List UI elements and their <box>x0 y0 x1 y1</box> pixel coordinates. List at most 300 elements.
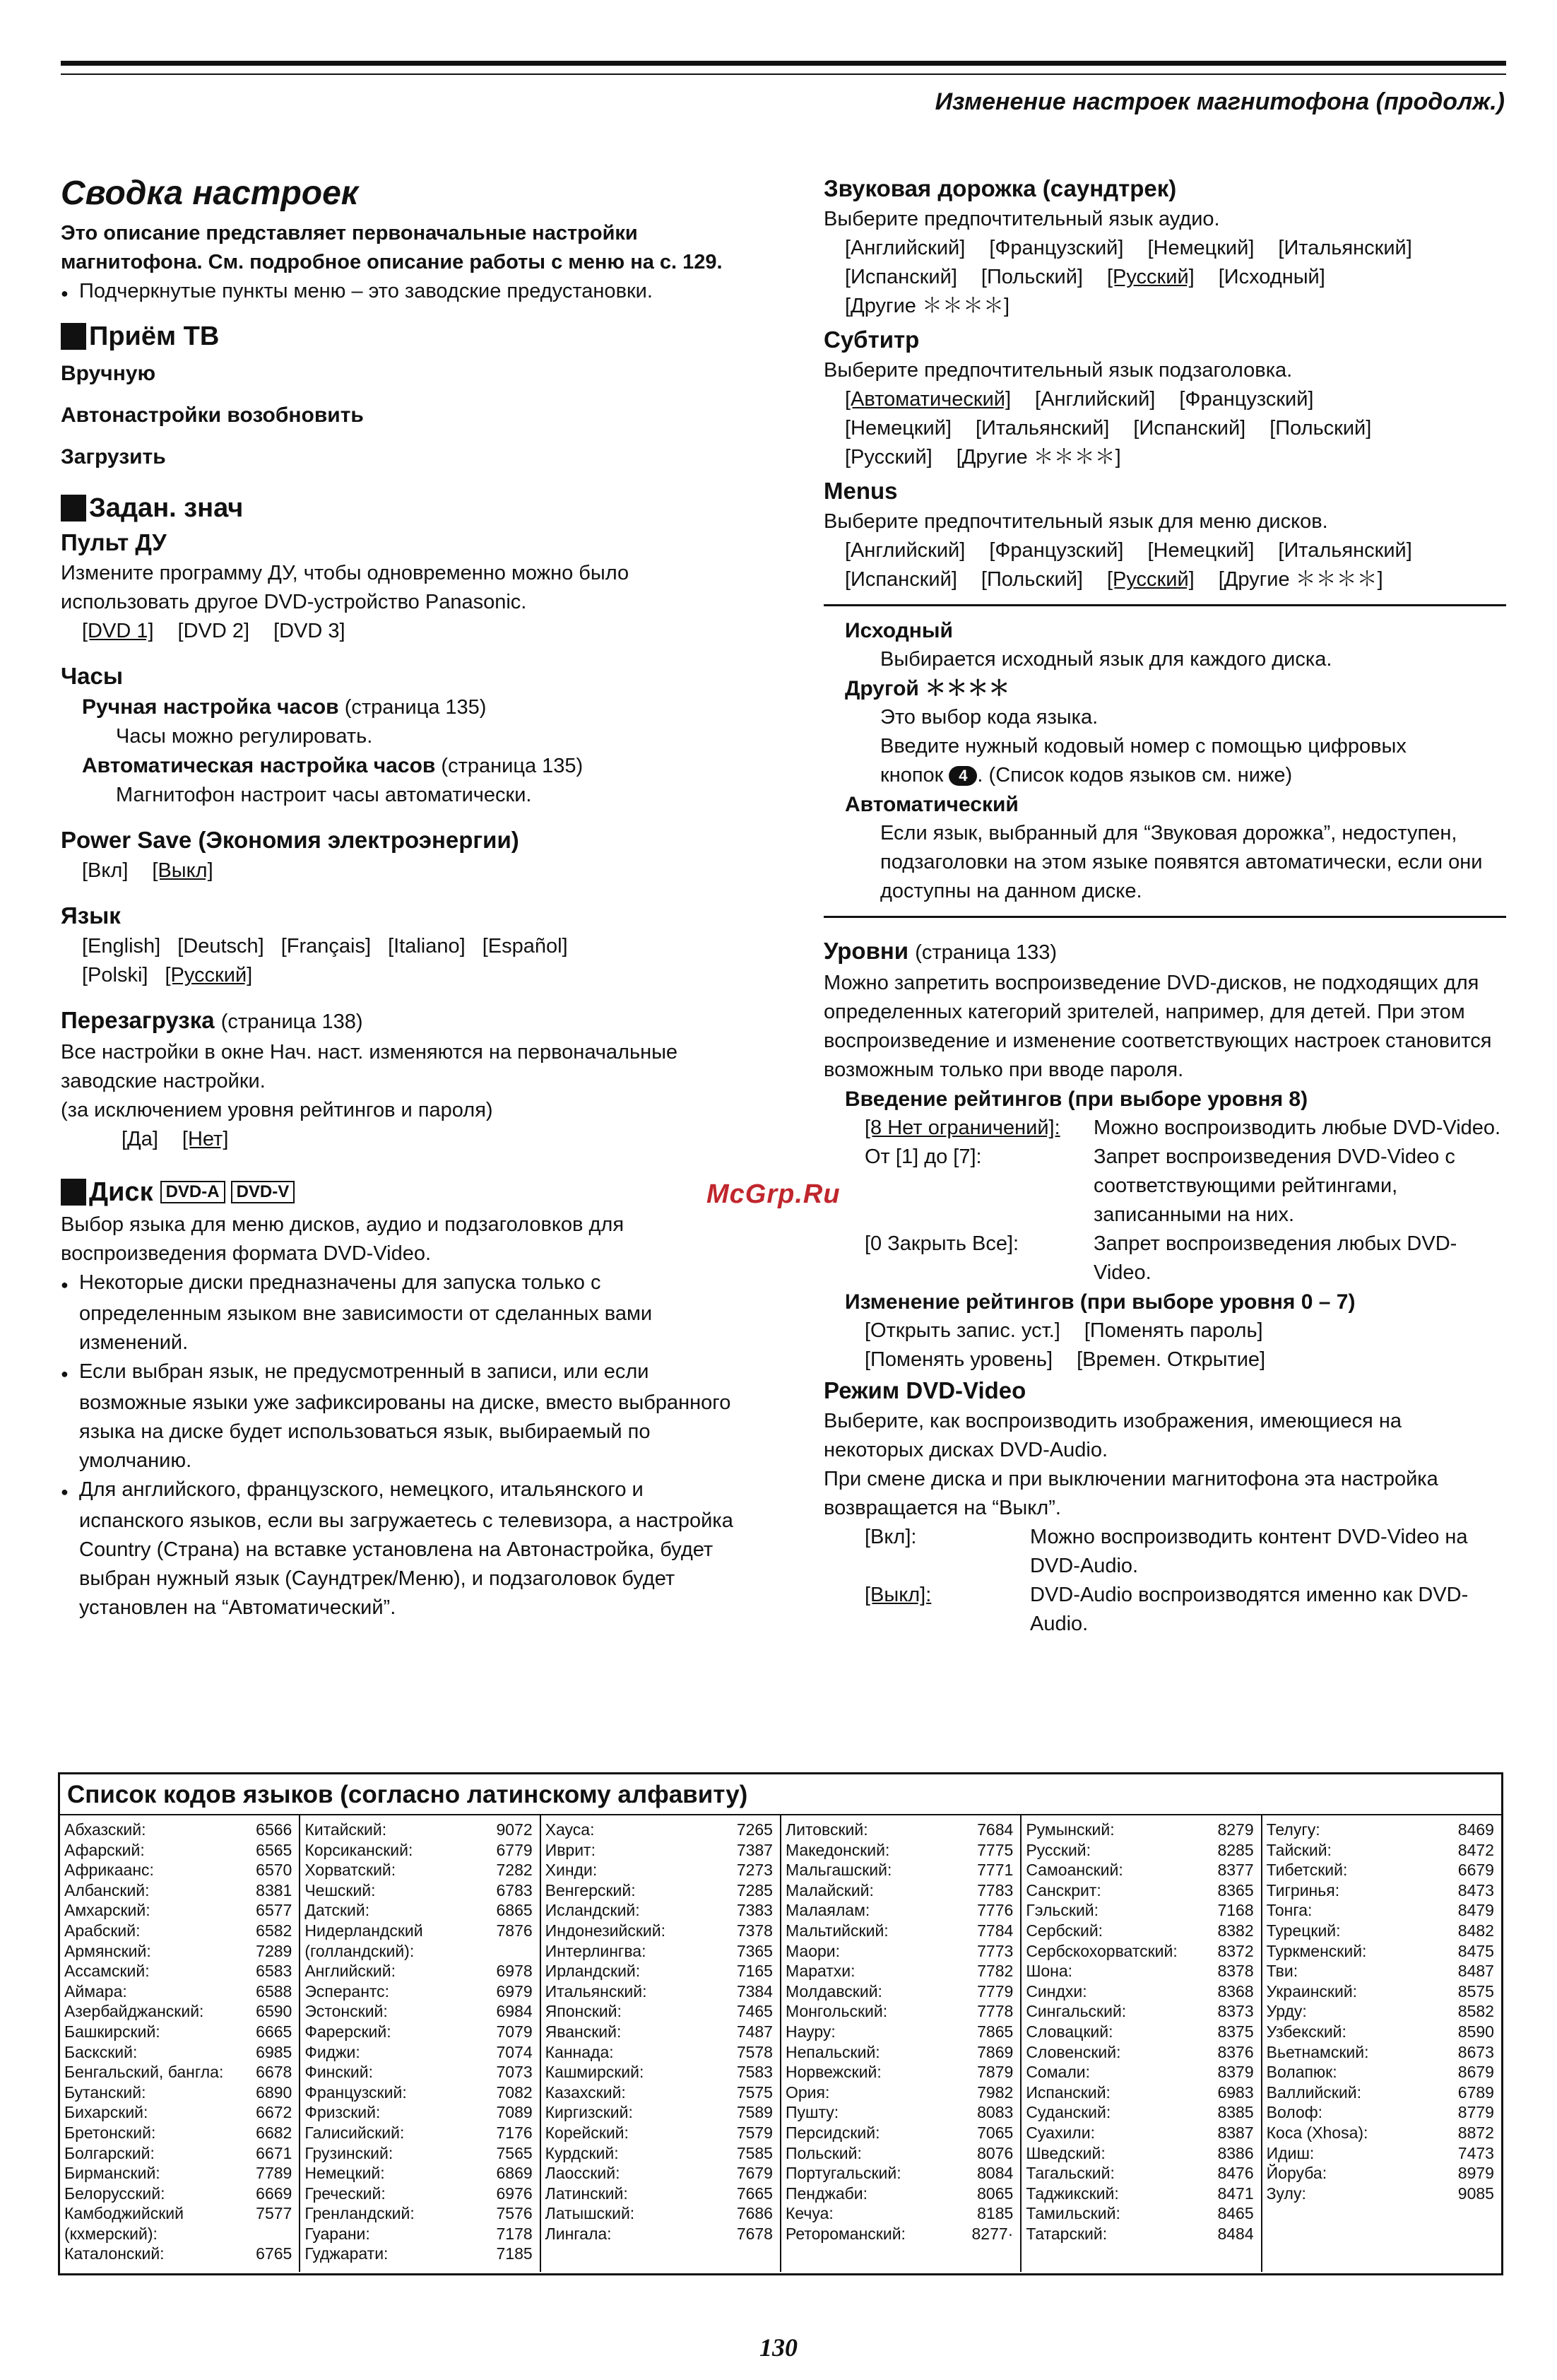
language-name: Суданский: <box>1026 2103 1111 2122</box>
language-code: 6789 <box>1457 2082 1494 2102</box>
note-auto-label: Автоматический <box>845 793 1019 816</box>
language-code: 7387 <box>736 1840 773 1859</box>
watermark: McGrp.Ru <box>706 1179 841 1209</box>
soundtrack-row3 <box>824 292 1506 321</box>
language-code: 8479 <box>1457 1901 1494 1920</box>
language-code-row <box>545 1860 773 1880</box>
language-code-row <box>786 2022 1013 2042</box>
language-code-row <box>1267 1941 1494 1962</box>
language-code-row <box>786 1961 1013 1981</box>
language-code: 7585 <box>736 2143 773 2162</box>
soundtrack-option: [Исходный] <box>1218 266 1325 288</box>
language-code: 6865 <box>496 1901 533 1920</box>
language-code-row <box>64 2042 292 2063</box>
note-original-label: Исходный <box>845 619 953 642</box>
note-other-label: Другой ＊＊＊＊ <box>845 677 1010 700</box>
language-name: Самоанский: <box>1026 1861 1123 1880</box>
reset-heading <box>61 1004 739 1038</box>
subtitle-row3 <box>824 443 1506 472</box>
section-tv <box>61 318 739 355</box>
subtitle-option: [Французский] <box>1179 388 1314 411</box>
language-codes-title: Список кодов языков (согласно латинскому алфавиту) <box>60 1774 1501 1815</box>
language-code-row <box>1026 2001 1253 2022</box>
language-code-row <box>786 2203 1013 2224</box>
language-code: 8979 <box>1457 2164 1494 2183</box>
subtitle-option: [Итальянский] <box>975 417 1110 440</box>
language-code-row <box>64 1860 292 1880</box>
language-code: 8377 <box>1217 1861 1254 1880</box>
language-code-row <box>64 2203 292 2244</box>
language-code: 8590 <box>1457 2022 1494 2041</box>
language-code: 7686 <box>736 2204 773 2223</box>
language-name: Курдский: <box>545 2143 619 2162</box>
language-code-row <box>786 1921 1013 1941</box>
language-codes-table <box>58 1772 1503 2275</box>
language-name: Нидерландский (голландский): <box>304 1921 423 1960</box>
language-name: Гуджарати: <box>304 2244 389 2263</box>
menus-option: [Русский] <box>1106 568 1195 591</box>
note-other-desc2: Введите нужный кодовый номер с помощью цифровых <box>880 735 1407 758</box>
language-code-row <box>1026 2082 1253 2103</box>
header-rule-thick <box>61 61 1506 66</box>
language-name: Туркменский: <box>1266 1941 1367 1960</box>
language-name: Киргизский: <box>545 2103 633 2122</box>
levels-change-option: [Времен. Открытие] <box>1077 1348 1266 1371</box>
levels-page: (страница 133) <box>915 941 1058 964</box>
language-code-row <box>64 1961 292 1981</box>
language-code-row <box>545 2224 773 2244</box>
language-code-row <box>304 2143 532 2164</box>
summary-note: ● Подчеркнутые пункты меню – это заводские предустановки. <box>61 277 739 308</box>
language-code-row <box>1026 2102 1253 2123</box>
language-code-row <box>1267 2143 1494 2164</box>
language-code-row <box>786 1820 1013 1840</box>
language-code-row <box>1026 1880 1253 1901</box>
language-code: 8277· <box>971 2224 1014 2243</box>
language-code: 9072 <box>496 1820 533 1839</box>
soundtrack-option: [Немецкий] <box>1147 237 1255 259</box>
language-name: Каталонский: <box>64 2244 165 2263</box>
language-code: 7679 <box>736 2164 773 2183</box>
language-name: Пушту: <box>785 2103 839 2122</box>
language-code: 7074 <box>496 2042 533 2061</box>
language-code: 8582 <box>1457 2002 1494 2021</box>
reset-page: (страница 138) <box>220 1011 363 1033</box>
dvd-mode-row-key: [Выкл]: <box>865 1584 932 1606</box>
clock-manual <box>61 693 739 722</box>
language-name: Сомали: <box>1026 2063 1090 2082</box>
language-name: Яванский: <box>545 2022 622 2041</box>
levels-row <box>824 1143 1506 1230</box>
language-name: Камбоджийский (кхмерский): <box>64 2204 184 2243</box>
language-code: 8084 <box>977 2164 1014 2183</box>
language-name: Волапюк: <box>1266 2063 1337 2082</box>
language-code: 8285 <box>1217 1840 1254 1859</box>
language-name: Телугу: <box>1266 1820 1320 1839</box>
note-original-desc: Выбирается исходный язык для каждого диска. <box>880 648 1332 671</box>
language-code: 6869 <box>496 2164 533 2183</box>
language-title: Язык <box>61 902 121 929</box>
language-name: Галисийский: <box>304 2123 405 2142</box>
language-code: 8469 <box>1457 1820 1494 1839</box>
language-name: Непальский: <box>785 2042 880 2061</box>
clock-manual-label: Ручная настройка часов <box>82 695 339 719</box>
language-code: 8482 <box>1457 1921 1494 1940</box>
levels-title: Уровни <box>824 938 909 964</box>
language-name: Китайский: <box>304 1820 387 1839</box>
language-name: Французский: <box>304 2082 407 2102</box>
tv-item-download: Загрузить <box>61 445 166 469</box>
menus-option: [Английский] <box>845 539 966 562</box>
language-code-row <box>545 2143 773 2164</box>
levels-row-key: От [1] до [7]: <box>865 1145 982 1168</box>
note-auto-desc: Если язык, выбранный для “Звуковая дорожка”, недоступен, подзаголовки на этом языке появятся автоматически, если они доступны на данном диске. <box>880 822 1483 902</box>
remote-option: [DVD 2] <box>177 620 250 642</box>
levels-row <box>824 1114 1506 1143</box>
language-code: 7473 <box>1457 2143 1494 2162</box>
language-codes-column <box>300 1815 540 2272</box>
language-code-row <box>786 1840 1013 1861</box>
language-code-row <box>1026 2022 1253 2042</box>
reset-desc2: (за исключением уровня рейтингов и пароля) <box>61 1099 493 1121</box>
language-code: 7789 <box>256 2164 292 2183</box>
language-code-row <box>1267 1840 1494 1861</box>
language-name: Гэльский: <box>1026 1901 1099 1920</box>
power-title: Power Save (Экономия электроэнергии) <box>61 827 519 853</box>
language-name: Датский: <box>304 1901 370 1920</box>
language-code: 8476 <box>1217 2164 1254 2183</box>
language-code: 7265 <box>736 1820 773 1839</box>
language-code-row <box>545 1880 773 1901</box>
language-code: 7779 <box>977 1981 1014 2001</box>
language-code-row <box>1026 1820 1253 1840</box>
language-name: Малаялам: <box>785 1901 870 1920</box>
language-code-row <box>1026 2203 1253 2224</box>
dvd-v-badge: DVD-V <box>231 1181 295 1203</box>
language-code-row <box>64 1921 292 1941</box>
language-name: Белорусский: <box>64 2184 165 2203</box>
language-code-row <box>545 2082 773 2103</box>
language-code: 8387 <box>1217 2123 1254 2142</box>
dvd-mode-title: Режим DVD-Video <box>824 1377 1026 1403</box>
right-column <box>824 172 1506 1639</box>
language-name: Латышский: <box>545 2204 635 2223</box>
reset-option: [Нет] <box>182 1128 229 1150</box>
language-name: Бихарский: <box>64 2103 148 2122</box>
reset-title: Перезагрузка <box>61 1007 215 1033</box>
language-codes-column <box>1262 1815 1501 2272</box>
language-name: Малайский: <box>785 1880 874 1899</box>
language-code: 7982 <box>977 2082 1014 2102</box>
menus-option: [Немецкий] <box>1147 539 1255 562</box>
note-other-desc1: Это выбор кода языка. <box>880 706 1099 729</box>
language-code-row <box>64 2001 292 2022</box>
language-name: Синдхи: <box>1026 1981 1087 2001</box>
language-code-row <box>1267 2001 1494 2022</box>
language-code: 7879 <box>977 2063 1014 2082</box>
language-code-row <box>1267 2184 1494 2204</box>
language-code: 7576 <box>496 2204 533 2223</box>
note-other-desc3-post: . (Список кодов языков см. ниже) <box>977 764 1293 787</box>
language-name: Каннада: <box>545 2042 614 2061</box>
soundtrack-option: [Итальянский] <box>1278 237 1412 259</box>
language-code: 7285 <box>736 1880 773 1899</box>
language-code: 7165 <box>736 1962 773 1981</box>
language-name: Сербский: <box>1026 1921 1103 1940</box>
language-code-row <box>786 1880 1013 1901</box>
language-name: Мальгашский: <box>785 1861 892 1880</box>
dvd-mode-desc2: При смене диска и при выключении магнитофона эта настройка возвращается на “Выкл”. <box>824 1468 1438 1519</box>
summary-lead: Это описание представляет первоначальные настройки магнитофона. См. подробное описание работы с меню на с. 129. <box>61 222 723 273</box>
language-code: 6779 <box>496 1840 533 1859</box>
language-code-row <box>304 2244 532 2264</box>
language-name: Польский: <box>785 2143 862 2162</box>
language-code: 7565 <box>496 2143 533 2162</box>
menus-option: [Польский] <box>981 568 1083 591</box>
language-code-row <box>1267 2042 1494 2063</box>
language-code: 6590 <box>256 2002 292 2021</box>
language-code-row <box>786 1900 1013 1921</box>
language-code-row <box>1026 1860 1253 1880</box>
language-code-row <box>1026 1900 1253 1921</box>
language-code: 6682 <box>256 2123 292 2142</box>
language-code-row <box>64 2143 292 2164</box>
language-code: 8673 <box>1457 2042 1494 2061</box>
language-option: [Polski] <box>82 964 148 986</box>
language-code-row <box>545 1941 773 1962</box>
language-code: 7383 <box>736 1901 773 1920</box>
levels-change-title: Изменение рейтингов (при выборе уровня 0 – 7) <box>845 1290 1356 1314</box>
clock-manual-page: (страница 135) <box>344 696 487 719</box>
page-number: 130 <box>759 2333 798 2362</box>
menus-row1 <box>824 536 1506 565</box>
language-code: 8279 <box>1217 1820 1254 1839</box>
subtitle-row1 <box>824 385 1506 414</box>
language-code-row <box>64 1900 292 1921</box>
language-code-row <box>1267 1900 1494 1921</box>
language-code-row <box>304 1981 532 2002</box>
language-code: 8382 <box>1217 1921 1254 1940</box>
levels-heading <box>824 935 1506 969</box>
language-name: Бутанский: <box>64 2082 146 2102</box>
language-name: Латинский: <box>545 2184 628 2203</box>
subtitle-row2 <box>824 414 1506 443</box>
language-code-row <box>545 2123 773 2143</box>
language-code-row <box>1267 1880 1494 1901</box>
language-code: 8378 <box>1217 1962 1254 1981</box>
language-code: 7771 <box>977 1861 1014 1880</box>
remote-option: [DVD 3] <box>273 620 345 642</box>
language-code: 7579 <box>736 2123 773 2142</box>
language-name: Тагальский: <box>1026 2164 1115 2183</box>
language-option: [Français] <box>280 935 372 958</box>
remote-desc: Измените программу ДУ, чтобы одновременно можно было использовать другое DVD-устройство Panasonic. <box>61 562 629 613</box>
language-name: Кашмирский: <box>545 2063 644 2082</box>
language-name: Греческий: <box>304 2184 386 2203</box>
language-codes-column <box>1022 1815 1262 2272</box>
dvd-mode-row-key: [Вкл]: <box>865 1526 917 1548</box>
language-name: Венгерский: <box>545 1880 636 1899</box>
language-name: Санскрит: <box>1026 1880 1101 1899</box>
menus-option: [Другие ＊＊＊＊] <box>1218 568 1383 591</box>
language-code: 6583 <box>256 1962 292 1981</box>
header-rule-thin <box>61 73 1506 75</box>
language-codes-grid <box>60 1815 1501 2272</box>
section-marker-icon <box>61 1179 86 1206</box>
language-code-row <box>1026 2143 1253 2164</box>
language-code-row <box>545 2042 773 2063</box>
language-code: 8376 <box>1217 2042 1254 2061</box>
language-code-row <box>545 2203 773 2224</box>
language-name: Ассамский: <box>64 1962 150 1981</box>
levels-change-row2 <box>824 1345 1506 1374</box>
language-code: 8475 <box>1457 1941 1494 1960</box>
language-code: 6577 <box>256 1901 292 1920</box>
language-name: Мальтийский: <box>785 1921 889 1940</box>
language-code-row <box>304 2203 532 2224</box>
language-code-row <box>1267 2123 1494 2143</box>
reset-option: [Да] <box>122 1128 158 1150</box>
language-code-row <box>304 1880 532 1901</box>
language-code: 8076 <box>977 2143 1014 2162</box>
language-code-row <box>786 1941 1013 1962</box>
language-name: Словенский: <box>1026 2042 1121 2061</box>
language-code-row <box>64 2082 292 2103</box>
language-name: Чешский: <box>304 1880 376 1899</box>
dvd-mode-row-value: Можно воспроизводить контент DVD-Video на DVD-Audio. <box>1030 1526 1468 1577</box>
language-code-row <box>64 2184 292 2204</box>
language-name: Тибетский: <box>1266 1861 1348 1880</box>
language-code: 6984 <box>496 2002 533 2021</box>
language-name: Фиджи: <box>304 2042 360 2061</box>
language-code-row <box>1267 1921 1494 1941</box>
language-code-row <box>786 2001 1013 2022</box>
language-code-row <box>1026 2123 1253 2143</box>
language-code: 8779 <box>1457 2103 1494 2122</box>
language-code-row <box>64 1840 292 1861</box>
language-option: [Español] <box>482 935 568 958</box>
language-name: Татарский: <box>1026 2224 1108 2243</box>
language-code: 6983 <box>1217 2082 1254 2102</box>
language-code-row <box>786 2082 1013 2103</box>
language-code-row <box>304 2224 532 2244</box>
language-name: Македонский: <box>785 1840 890 1859</box>
language-code-row <box>786 2163 1013 2184</box>
clock-auto <box>61 751 739 781</box>
clock-title: Часы <box>61 663 124 689</box>
section-marker-icon <box>61 495 86 522</box>
language-code-row <box>304 1900 532 1921</box>
language-name: Науру: <box>785 2022 836 2041</box>
language-name: Казахский: <box>545 2082 626 2102</box>
language-code: 7089 <box>496 2103 533 2122</box>
levels-change-option: [Поменять уровень] <box>865 1348 1053 1371</box>
language-code: 7365 <box>736 1941 773 1960</box>
language-code-row <box>545 2184 773 2204</box>
tv-item-manual: Вручную <box>61 362 156 385</box>
language-code: 8368 <box>1217 1981 1254 2001</box>
language-name: Афарский: <box>64 1840 145 1859</box>
menus-row2 <box>824 565 1506 594</box>
power-option: [Выкл] <box>152 859 213 882</box>
language-name: Литовский: <box>785 1820 868 1839</box>
language-code-row <box>786 1860 1013 1880</box>
language-name: Персидский: <box>785 2123 880 2142</box>
language-name: Азербайджанский: <box>64 2002 204 2021</box>
levels-intro-title: Введение рейтингов (при выборе уровня 8) <box>845 1088 1308 1111</box>
language-code: 7678 <box>736 2224 773 2243</box>
language-code-row <box>1026 1961 1253 1981</box>
language-code-row <box>786 2062 1013 2082</box>
levels-row-key: [0 Закрыть Все]: <box>865 1232 1019 1255</box>
language-name: Тви: <box>1266 1962 1298 1981</box>
language-code: 8065 <box>977 2184 1014 2203</box>
language-code: 7783 <box>977 1880 1014 1899</box>
subtitle-option: [Испанский] <box>1133 417 1246 440</box>
language-code: 7778 <box>977 2002 1014 2021</box>
clock-manual-desc: Часы можно регулировать. <box>116 725 373 748</box>
language-code-row <box>304 2042 532 2063</box>
language-code-row <box>786 2184 1013 2204</box>
language-code-row <box>545 1981 773 2002</box>
language-code-row <box>786 1981 1013 2002</box>
language-name: Финский: <box>304 2063 374 2082</box>
language-name: Маратхи: <box>785 1962 856 1981</box>
soundtrack-row2 <box>824 263 1506 292</box>
language-option: [Deutsch] <box>177 935 264 958</box>
language-name: Словацкий: <box>1026 2022 1113 2041</box>
language-code: 8465 <box>1217 2204 1254 2223</box>
language-code-row <box>1267 2082 1494 2103</box>
soundtrack-option: [Другие ＊＊＊＊] <box>845 295 1010 317</box>
language-name: Ирландский: <box>545 1962 641 1981</box>
language-code: 8472 <box>1457 1840 1494 1859</box>
language-code-row <box>786 2224 1013 2244</box>
section-tv-heading: Приём ТВ <box>89 322 220 351</box>
language-code-row <box>304 1860 532 1880</box>
language-name: Албанский: <box>64 1880 150 1899</box>
disc-bullet: ● Некоторые диски предназначены для запуска только с определенным языком вне зависимости от сделанных вами изменений. <box>61 1268 739 1357</box>
language-code-row <box>64 1981 292 2002</box>
language-code: 8373 <box>1217 2002 1254 2021</box>
language-code: 7384 <box>736 1981 773 2001</box>
menus-option: [Испанский] <box>845 568 957 591</box>
language-code-row <box>545 2022 773 2042</box>
language-code-row <box>64 1820 292 1840</box>
language-name: Идиш: <box>1266 2143 1315 2162</box>
language-name: Русский: <box>1026 1840 1091 1859</box>
language-name: Маори: <box>785 1941 841 1960</box>
language-name: Абхазский: <box>64 1820 146 1839</box>
numeric-button-icon: 4 <box>949 766 977 786</box>
soundtrack-title: Звуковая дорожка (саундтрек) <box>824 175 1177 201</box>
language-name: Армянский: <box>64 1941 151 1960</box>
note-other-desc3 <box>845 761 1506 790</box>
levels-row-value: Можно воспроизводить любые DVD-Video. <box>1094 1117 1501 1139</box>
language-code: 7073 <box>496 2063 533 2082</box>
disc-bullet: ● Для английского, французского, немецкого, итальянского и испанского языков, если вы загружаетесь с телевизора, а настройка Country (Страна) на вставке установлена на Автонастройка, будет выбран нужный язык (Саундтрек/Меню), и подзаголовок будет установлен на “Автоматический”. <box>61 1475 739 1622</box>
language-code-row <box>304 2123 532 2143</box>
language-name: Итальянский: <box>545 1981 647 2001</box>
soundtrack-option: [Испанский] <box>845 266 957 288</box>
language-code: 7776 <box>977 1901 1014 1920</box>
section-setup <box>61 490 739 526</box>
language-name: Тамильский: <box>1026 2204 1120 2223</box>
language-name: Хорватский: <box>304 1861 396 1880</box>
language-code: 8381 <box>256 1880 292 1899</box>
language-code-row <box>1026 2224 1253 2244</box>
language-name: Шведский: <box>1026 2143 1106 2162</box>
